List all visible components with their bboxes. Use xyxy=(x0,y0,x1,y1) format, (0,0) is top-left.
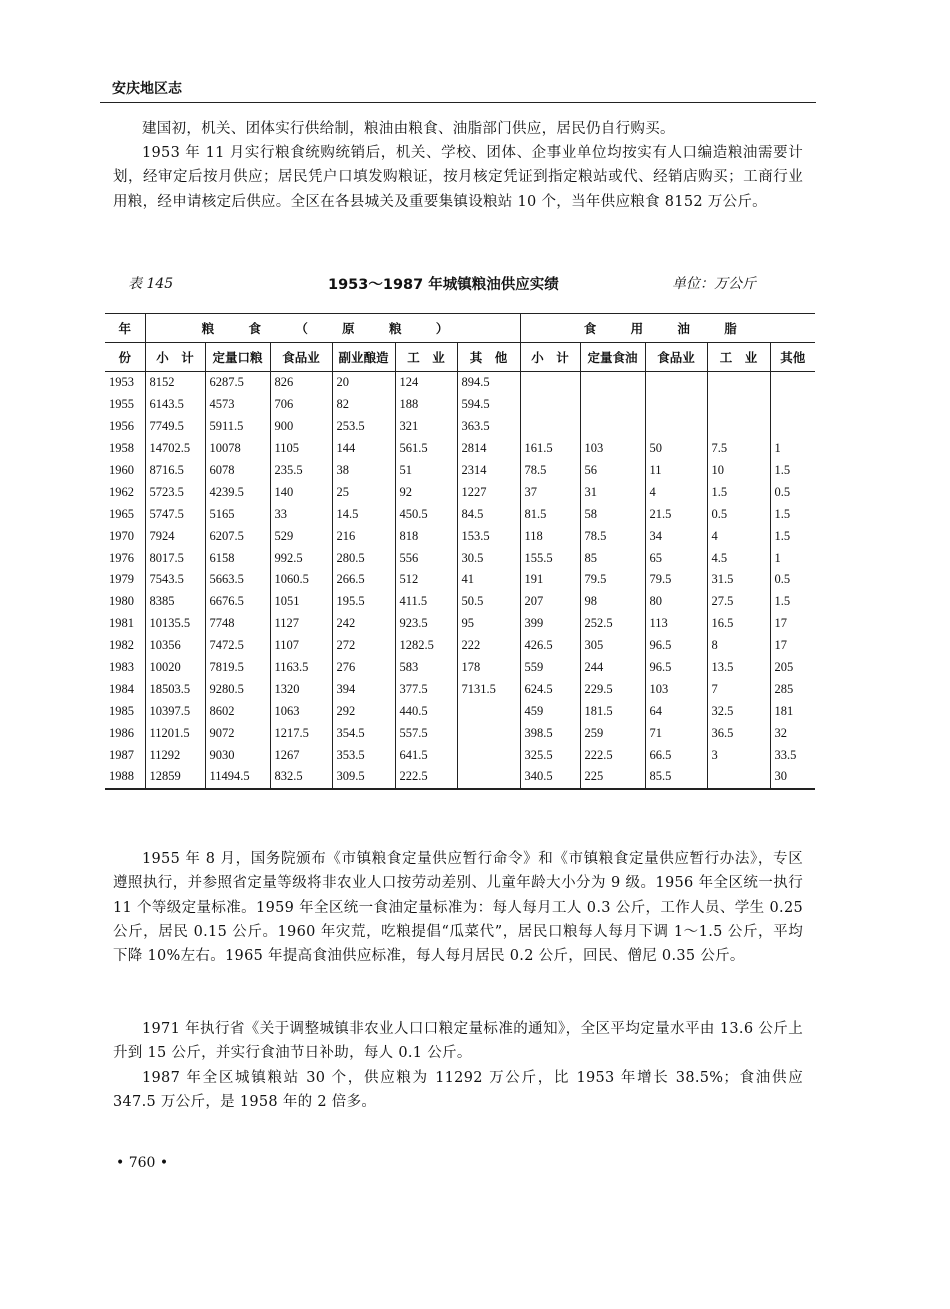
value-cell: 641.5 xyxy=(395,744,457,766)
value-cell: 51 xyxy=(395,460,457,482)
value-cell: 17 xyxy=(770,613,815,635)
table-row xyxy=(105,635,815,657)
value-cell: 6078 xyxy=(205,460,270,482)
value-cell: 11201.5 xyxy=(145,722,205,744)
value-cell: 5747.5 xyxy=(145,503,205,525)
value-cell: 5663.5 xyxy=(205,569,270,591)
value-cell: 280.5 xyxy=(332,547,395,569)
value-cell: 363.5 xyxy=(457,416,520,438)
value-cell: 1060.5 xyxy=(270,569,332,591)
value-cell: 377.5 xyxy=(395,678,457,700)
column-header: 食品业 xyxy=(270,343,332,372)
value-cell: 222.5 xyxy=(395,766,457,789)
value-cell: 124 xyxy=(395,372,457,394)
value-cell xyxy=(707,416,770,438)
value-cell: 253.5 xyxy=(332,416,395,438)
paragraph: 1987 年全区城镇粮站 30 个，供应粮为 11292 万公斤，比 1953 年增长 38.5%；食油供应 347.5 万公斤，是 1958 年的 2 倍多。 xyxy=(113,1070,803,1111)
value-cell: 71 xyxy=(645,722,707,744)
value-cell: 512 xyxy=(395,569,457,591)
value-cell: 31 xyxy=(580,481,645,503)
paragraph: 1955 年 8 月，国务院颁布《市镇粮食定量供应暂行命令》和《市镇粮食定量供应暂行办法》，专区遵照执行，并参照省定量等级将非农业人口按劳动差别、儿童年龄大小分为 9 级。1956 年全区统一执行 11 个等级定量标准。1959 年全区统一食油定量标准为：每人每月工人 0.3 公斤，工作人员、学生 0.25 公斤，居民 0.15 公斤。1960 年灾荒，吃粮提倡“瓜菜代”，居民口粮每人每月下调 1～1.5 公斤，平均下降 10%左右。1965 年提高食油供应标准，每人每月居民 0.2 公斤，回民、僧尼 0.35 公斤。 xyxy=(113,851,803,965)
value-cell: 30 xyxy=(770,766,815,789)
value-cell: 7543.5 xyxy=(145,569,205,591)
value-cell: 10135.5 xyxy=(145,613,205,635)
value-cell: 31.5 xyxy=(707,569,770,591)
value-cell: 8 xyxy=(707,635,770,657)
value-cell: 82 xyxy=(332,394,395,416)
header-row-group xyxy=(105,314,815,343)
value-cell: 450.5 xyxy=(395,503,457,525)
value-cell: 10356 xyxy=(145,635,205,657)
paragraph: 1953 年 11 月实行粮食统购统销后，机关、学校、团体、企事业单位均按实有人口编造粮油需要计划，经审定后按月供应；居民凭户口填发购粮证，按月核定凭证到指定粮站或代、经销店购买；工商行业用粮，经申请核定后供应。全区在各县城关及重要集镇设粮站 10 个，当年供应粮食 8152 万公斤。 xyxy=(113,145,803,210)
table-row xyxy=(105,460,815,482)
value-cell: 3 xyxy=(707,744,770,766)
value-cell: 818 xyxy=(395,525,457,547)
header-rule xyxy=(100,102,816,103)
value-cell: 556 xyxy=(395,547,457,569)
value-cell xyxy=(770,394,815,416)
value-cell: 81.5 xyxy=(520,503,580,525)
value-cell: 6143.5 xyxy=(145,394,205,416)
value-cell: 8152 xyxy=(145,372,205,394)
value-cell: 0.5 xyxy=(707,503,770,525)
value-cell: 9030 xyxy=(205,744,270,766)
value-cell: 195.5 xyxy=(332,591,395,613)
year-header-bottom: 份 xyxy=(105,343,145,372)
value-cell: 292 xyxy=(332,700,395,722)
table-row xyxy=(105,722,815,744)
column-header: 小 计 xyxy=(145,343,205,372)
value-cell: 440.5 xyxy=(395,700,457,722)
value-cell: 624.5 xyxy=(520,678,580,700)
value-cell: 0.5 xyxy=(770,481,815,503)
value-cell: 4 xyxy=(707,525,770,547)
value-cell: 13.5 xyxy=(707,657,770,679)
value-cell: 7.5 xyxy=(707,438,770,460)
value-cell: 10020 xyxy=(145,657,205,679)
value-cell: 21.5 xyxy=(645,503,707,525)
table-body xyxy=(105,372,815,789)
value-cell: 96.5 xyxy=(645,657,707,679)
value-cell: 79.5 xyxy=(580,569,645,591)
value-cell: 32.5 xyxy=(707,700,770,722)
value-cell: 14.5 xyxy=(332,503,395,525)
value-cell: 10397.5 xyxy=(145,700,205,722)
value-cell: 16.5 xyxy=(707,613,770,635)
value-cell xyxy=(707,394,770,416)
value-cell: 1127 xyxy=(270,613,332,635)
value-cell: 50 xyxy=(645,438,707,460)
year-cell: 1979 xyxy=(109,572,134,587)
value-cell: 1.5 xyxy=(770,525,815,547)
value-cell: 0.5 xyxy=(770,569,815,591)
value-cell xyxy=(580,394,645,416)
group-header-oil: 食 用 油 脂 xyxy=(520,314,815,343)
value-cell: 188 xyxy=(395,394,457,416)
column-header: 副业酿造 xyxy=(332,343,395,372)
value-cell: 992.5 xyxy=(270,547,332,569)
value-cell: 205 xyxy=(770,657,815,679)
year-cell: 1976 xyxy=(109,550,134,565)
value-cell: 529 xyxy=(270,525,332,547)
value-cell: 30.5 xyxy=(457,547,520,569)
year-cell: 1984 xyxy=(109,681,134,696)
value-cell: 266.5 xyxy=(332,569,395,591)
value-cell: 561.5 xyxy=(395,438,457,460)
year-cell: 1956 xyxy=(109,419,134,434)
value-cell: 18503.5 xyxy=(145,678,205,700)
value-cell: 80 xyxy=(645,591,707,613)
table-row xyxy=(105,613,815,635)
column-header: 其 他 xyxy=(457,343,520,372)
value-cell: 118 xyxy=(520,525,580,547)
value-cell: 325.5 xyxy=(520,744,580,766)
value-cell: 1227 xyxy=(457,481,520,503)
table-row xyxy=(105,700,815,722)
table-row xyxy=(105,547,815,569)
year-cell: 1962 xyxy=(109,484,134,499)
value-cell: 4.5 xyxy=(707,547,770,569)
value-cell: 95 xyxy=(457,613,520,635)
value-cell: 32 xyxy=(770,722,815,744)
value-cell: 285 xyxy=(770,678,815,700)
value-cell: 58 xyxy=(580,503,645,525)
table-row xyxy=(105,657,815,679)
value-cell: 321 xyxy=(395,416,457,438)
value-cell: 1 xyxy=(770,547,815,569)
value-cell: 41 xyxy=(457,569,520,591)
value-cell: 8385 xyxy=(145,591,205,613)
value-cell: 178 xyxy=(457,657,520,679)
value-cell: 1063 xyxy=(270,700,332,722)
value-cell: 222.5 xyxy=(580,744,645,766)
value-cell: 207 xyxy=(520,591,580,613)
value-cell: 2314 xyxy=(457,460,520,482)
value-cell: 113 xyxy=(645,613,707,635)
value-cell: 1163.5 xyxy=(270,657,332,679)
value-cell: 66.5 xyxy=(645,744,707,766)
value-cell: 1 xyxy=(770,438,815,460)
value-cell: 5723.5 xyxy=(145,481,205,503)
value-cell: 9072 xyxy=(205,722,270,744)
value-cell: 244 xyxy=(580,657,645,679)
table-row xyxy=(105,766,815,789)
value-cell xyxy=(457,744,520,766)
value-cell: 1282.5 xyxy=(395,635,457,657)
value-cell: 353.5 xyxy=(332,744,395,766)
value-cell: 10078 xyxy=(205,438,270,460)
column-header: 定量食油 xyxy=(580,343,645,372)
value-cell: 309.5 xyxy=(332,766,395,789)
table-row xyxy=(105,569,815,591)
value-cell xyxy=(645,416,707,438)
year-cell: 1965 xyxy=(109,506,134,521)
value-cell: 305 xyxy=(580,635,645,657)
column-header: 定量口粮 xyxy=(205,343,270,372)
value-cell: 155.5 xyxy=(520,547,580,569)
year-cell: 1986 xyxy=(109,725,134,740)
value-cell: 354.5 xyxy=(332,722,395,744)
value-cell: 36.5 xyxy=(707,722,770,744)
value-cell: 826 xyxy=(270,372,332,394)
year-cell: 1960 xyxy=(109,463,134,477)
value-cell xyxy=(770,416,815,438)
value-cell: 894.5 xyxy=(457,372,520,394)
value-cell xyxy=(580,416,645,438)
value-cell: 14702.5 xyxy=(145,438,205,460)
value-cell: 6207.5 xyxy=(205,525,270,547)
value-cell: 594.5 xyxy=(457,394,520,416)
value-cell: 398.5 xyxy=(520,722,580,744)
value-cell: 923.5 xyxy=(395,613,457,635)
value-cell: 56 xyxy=(580,460,645,482)
table-row xyxy=(105,678,815,700)
value-cell: 85.5 xyxy=(645,766,707,789)
value-cell: 64 xyxy=(645,700,707,722)
value-cell: 7472.5 xyxy=(205,635,270,657)
table-row xyxy=(105,503,815,525)
value-cell: 10 xyxy=(707,460,770,482)
value-cell: 4239.5 xyxy=(205,481,270,503)
value-cell: 78.5 xyxy=(580,525,645,547)
supply-table xyxy=(105,313,815,790)
value-cell: 79.5 xyxy=(645,569,707,591)
value-cell: 7748 xyxy=(205,613,270,635)
value-cell: 140 xyxy=(270,481,332,503)
value-cell: 17 xyxy=(770,635,815,657)
value-cell: 4573 xyxy=(205,394,270,416)
value-cell: 191 xyxy=(520,569,580,591)
year-cell: 1985 xyxy=(109,703,134,718)
value-cell xyxy=(580,372,645,394)
table-row xyxy=(105,591,815,613)
value-cell: 394 xyxy=(332,678,395,700)
value-cell xyxy=(520,372,580,394)
value-cell: 161.5 xyxy=(520,438,580,460)
value-cell: 181 xyxy=(770,700,815,722)
value-cell: 8017.5 xyxy=(145,547,205,569)
page-number: • 760 • xyxy=(116,1155,169,1171)
value-cell: 583 xyxy=(395,657,457,679)
value-cell: 25 xyxy=(332,481,395,503)
value-cell: 33 xyxy=(270,503,332,525)
table-number: 表 145 xyxy=(128,276,174,292)
value-cell: 242 xyxy=(332,613,395,635)
value-cell xyxy=(645,394,707,416)
value-cell xyxy=(707,372,770,394)
year-cell: 1955 xyxy=(109,397,134,412)
value-cell: 5911.5 xyxy=(205,416,270,438)
value-cell xyxy=(520,394,580,416)
value-cell: 9280.5 xyxy=(205,678,270,700)
value-cell: 50.5 xyxy=(457,591,520,613)
value-cell: 11 xyxy=(645,460,707,482)
value-cell: 1.5 xyxy=(770,460,815,482)
value-cell: 38 xyxy=(332,460,395,482)
value-cell: 7924 xyxy=(145,525,205,547)
value-cell: 706 xyxy=(270,394,332,416)
value-cell: 92 xyxy=(395,481,457,503)
value-cell xyxy=(457,722,520,744)
column-header: 工 业 xyxy=(395,343,457,372)
value-cell: 229.5 xyxy=(580,678,645,700)
table-unit: 单位：万公斤 xyxy=(672,276,756,292)
table-row xyxy=(105,438,815,460)
value-cell: 557.5 xyxy=(395,722,457,744)
year-cell: 1953 xyxy=(109,375,134,390)
value-cell: 144 xyxy=(332,438,395,460)
value-cell: 276 xyxy=(332,657,395,679)
value-cell: 6287.5 xyxy=(205,372,270,394)
column-header: 工 业 xyxy=(707,343,770,372)
group-header-grain: 粮 食 （ 原 粮 ） xyxy=(145,314,520,343)
value-cell: 1267 xyxy=(270,744,332,766)
value-cell: 222 xyxy=(457,635,520,657)
value-cell: 340.5 xyxy=(520,766,580,789)
value-cell: 1217.5 xyxy=(270,722,332,744)
value-cell: 78.5 xyxy=(520,460,580,482)
value-cell: 8716.5 xyxy=(145,460,205,482)
value-cell: 27.5 xyxy=(707,591,770,613)
value-cell: 426.5 xyxy=(520,635,580,657)
year-cell: 1958 xyxy=(109,441,134,456)
value-cell: 1107 xyxy=(270,635,332,657)
value-cell: 6676.5 xyxy=(205,591,270,613)
value-cell: 103 xyxy=(580,438,645,460)
value-cell: 34 xyxy=(645,525,707,547)
value-cell: 1105 xyxy=(270,438,332,460)
value-cell: 4 xyxy=(645,481,707,503)
value-cell: 33.5 xyxy=(770,744,815,766)
year-cell: 1980 xyxy=(109,594,134,609)
value-cell: 1051 xyxy=(270,591,332,613)
column-header: 其他 xyxy=(770,343,815,372)
value-cell: 96.5 xyxy=(645,635,707,657)
table-row xyxy=(105,525,815,547)
table-row xyxy=(105,481,815,503)
value-cell: 7131.5 xyxy=(457,678,520,700)
value-cell: 181.5 xyxy=(580,700,645,722)
value-cell: 37 xyxy=(520,481,580,503)
value-cell xyxy=(707,766,770,789)
value-cell: 98 xyxy=(580,591,645,613)
year-cell: 1983 xyxy=(109,660,134,675)
table-row xyxy=(105,372,815,394)
value-cell: 65 xyxy=(645,547,707,569)
table-row xyxy=(105,394,815,416)
value-cell: 8602 xyxy=(205,700,270,722)
value-cell xyxy=(457,766,520,789)
value-cell: 153.5 xyxy=(457,525,520,547)
value-cell: 1.5 xyxy=(707,481,770,503)
value-cell: 7 xyxy=(707,678,770,700)
value-cell: 411.5 xyxy=(395,591,457,613)
value-cell xyxy=(520,416,580,438)
value-cell: 2814 xyxy=(457,438,520,460)
year-cell: 1970 xyxy=(109,528,134,543)
value-cell: 272 xyxy=(332,635,395,657)
value-cell: 399 xyxy=(520,613,580,635)
value-cell: 832.5 xyxy=(270,766,332,789)
running-head: 安庆地区志 xyxy=(112,81,182,97)
value-cell: 1.5 xyxy=(770,503,815,525)
value-cell: 216 xyxy=(332,525,395,547)
value-cell: 84.5 xyxy=(457,503,520,525)
value-cell xyxy=(770,372,815,394)
paragraph: 建国初，机关、团体实行供给制，粮油由粮食、油脂部门供应，居民仍自行购买。 xyxy=(142,121,675,137)
value-cell: 6158 xyxy=(205,547,270,569)
value-cell: 103 xyxy=(645,678,707,700)
value-cell: 459 xyxy=(520,700,580,722)
value-cell: 1.5 xyxy=(770,591,815,613)
value-cell: 900 xyxy=(270,416,332,438)
value-cell: 12859 xyxy=(145,766,205,789)
value-cell: 235.5 xyxy=(270,460,332,482)
year-cell: 1987 xyxy=(109,747,134,762)
year-header-top: 年 xyxy=(105,314,145,343)
value-cell xyxy=(457,700,520,722)
table-title: 1953～1987 年城镇粮油供应实绩 xyxy=(328,277,559,293)
value-cell: 1320 xyxy=(270,678,332,700)
year-cell: 1988 xyxy=(105,766,145,789)
year-cell: 1982 xyxy=(109,638,134,653)
value-cell: 20 xyxy=(332,372,395,394)
column-header: 小 计 xyxy=(520,343,580,372)
value-cell: 252.5 xyxy=(580,613,645,635)
value-cell xyxy=(645,372,707,394)
value-cell: 259 xyxy=(580,722,645,744)
value-cell: 11292 xyxy=(145,744,205,766)
table-row xyxy=(105,744,815,766)
value-cell: 11494.5 xyxy=(205,766,270,789)
paragraph: 1971 年执行省《关于调整城镇非农业人口口粮定量标准的通知》，全区平均定量水平由 13.6 公斤上升到 15 公斤，并实行食油节日补助，每人 0.1 公斤。 xyxy=(113,1021,803,1062)
table-row xyxy=(105,416,815,438)
value-cell: 85 xyxy=(580,547,645,569)
value-cell: 5165 xyxy=(205,503,270,525)
value-cell: 7819.5 xyxy=(205,657,270,679)
value-cell: 225 xyxy=(580,766,645,789)
header-row-columns xyxy=(105,343,815,372)
column-header: 食品业 xyxy=(645,343,707,372)
year-cell: 1981 xyxy=(109,616,134,631)
value-cell: 7749.5 xyxy=(145,416,205,438)
value-cell: 559 xyxy=(520,657,580,679)
